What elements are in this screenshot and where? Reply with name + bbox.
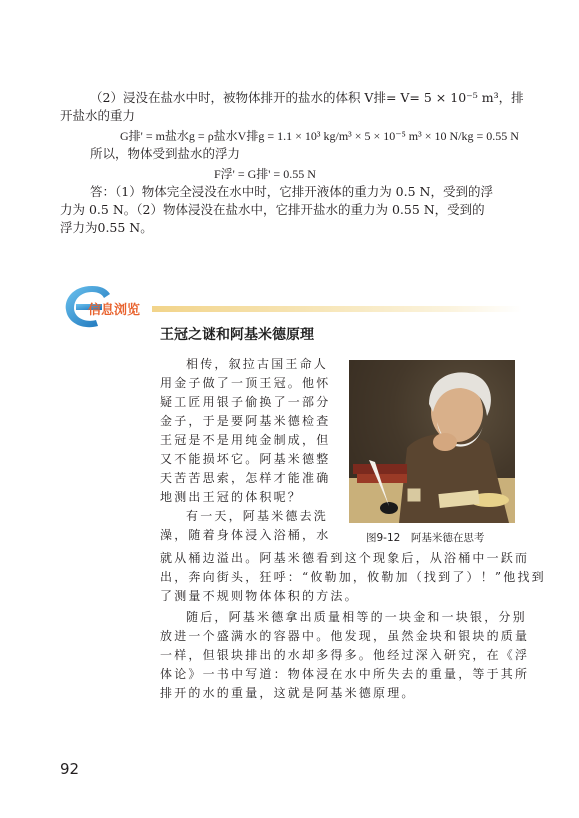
story-line: 疑工匠用银子偷换了一部分 — [160, 395, 331, 409]
formula-displaced-weight: G排' = m盐水g = ρ盐水V排g = 1.1 × 10³ kg/m³ × 5 × 10⁻⁵ m³ × 10 N/kg = 0.55 N — [120, 129, 519, 143]
story-line: 天苦苦思索，怎样才能准确 — [160, 471, 331, 485]
figure-caption: 图9-12 阿基米德在思考 — [366, 532, 485, 544]
solution-line-1: （2）浸没在盐水中时，被物体排开的盐水的体积 V排= V= 5 × 10⁻⁵ m³，排 — [90, 90, 524, 105]
page-number: 92 — [60, 760, 80, 778]
section-divider-bar — [152, 306, 522, 312]
story-line: 澡，随着身体浸入浴桶，水 — [160, 528, 331, 542]
archimedes-illustration — [349, 360, 515, 523]
story-line: 金子，于是要阿基米德检查 — [160, 414, 331, 428]
story-line: 排开的水的重量，这就是阿基米德原理。 — [160, 686, 416, 700]
solution-line-2: 开盐水的重力 — [60, 108, 136, 123]
story-line: 有一天，阿基米德去洗 — [186, 509, 329, 523]
answer-line-3: 浮力为0.55 N。 — [60, 220, 153, 235]
formula-buoyancy: F浮' = G排' = 0.55 N — [214, 167, 316, 181]
answer-line-2: 力为 0.5 N。（2）物体浸没在盐水中，它排开盐水的重力为 0.55 N，受到的 — [60, 202, 485, 217]
story-line: 用金子做了一顶王冠。他怀 — [160, 376, 331, 390]
info-badge-label: 信息浏览 — [88, 303, 141, 318]
story-line: 体论》一书中写道：物体浸在水中所失去的重量，等于其所 — [160, 667, 530, 681]
story-line: 相传，叙拉古国王命人 — [186, 357, 329, 371]
section-title: 王冠之谜和阿基米德原理 — [160, 327, 314, 343]
story-line: 又不能损坏它。阿基米德整 — [160, 452, 331, 466]
story-line: 王冠是不是用纯金制成，但 — [160, 433, 331, 447]
info-badge — [62, 280, 154, 332]
story-line: 一样，但银块排出的水却多得多。他经过深入研究，在《浮 — [160, 648, 530, 662]
story-line: 放进一个盛满水的容器中。他发现，虽然金块和银块的质量 — [160, 629, 530, 643]
solution-line-3: 所以，物体受到盐水的浮力 — [90, 146, 241, 161]
story-line: 了测量不规则物体体积的方法。 — [160, 589, 359, 603]
story-line: 地测出王冠的体积呢？ — [160, 490, 303, 504]
story-line: 就从桶边溢出。阿基米德看到这个现象后，从浴桶中一跃而 — [160, 551, 530, 565]
story-line: 随后，阿基米德拿出质量相等的一块金和一块银，分别 — [186, 610, 527, 624]
story-line: 出，奔向街头，狂呼：“攸勒加，攸勒加（找到了）！”他找到 — [160, 570, 546, 584]
answer-line-1: 答：（1）物体完全浸没在水中时，它排开液体的重力为 0.5 N，受到的浮 — [90, 184, 493, 199]
